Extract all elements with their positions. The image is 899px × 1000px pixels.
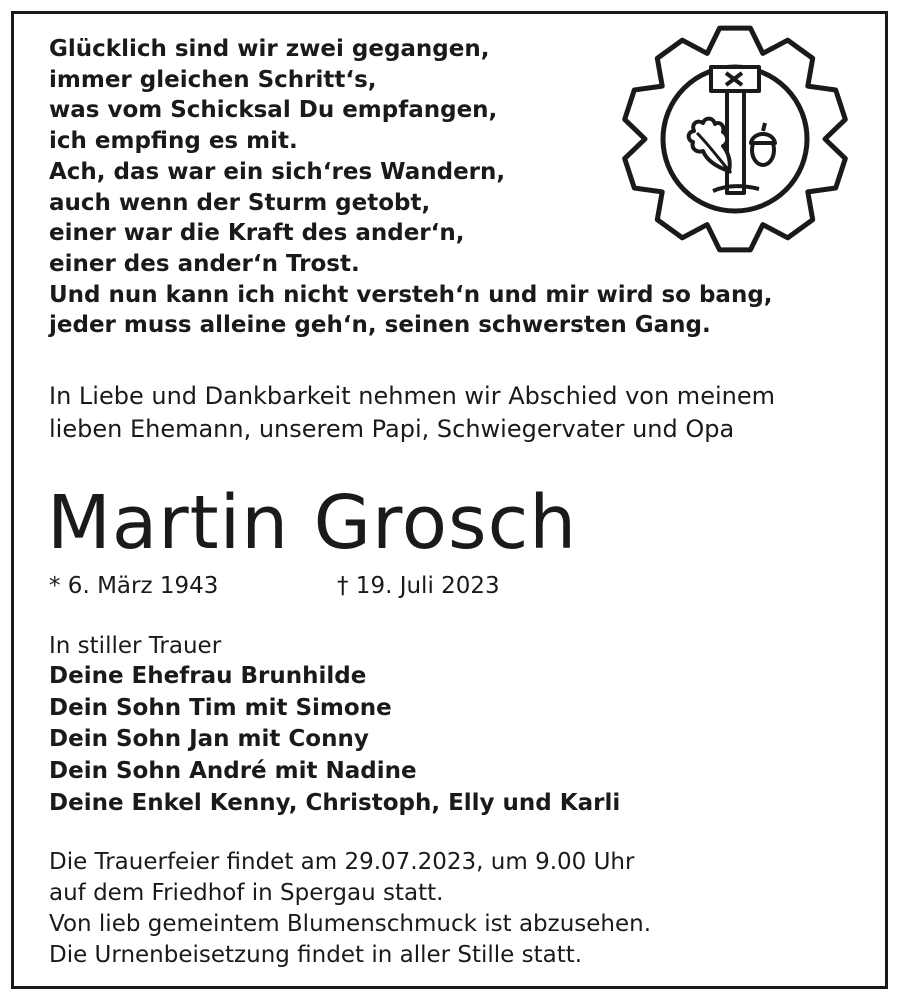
poem-line: Ach, das war ein sich‘res Wandern, <box>49 158 506 185</box>
hammer-handle <box>727 87 744 193</box>
mourner-name: Dein Sohn Tim mit Simone <box>49 694 392 721</box>
deceased-name: Martin Grosch <box>47 480 578 566</box>
farewell-intro <box>49 380 775 446</box>
acorn-cap <box>751 134 775 143</box>
funeral-info <box>49 847 651 971</box>
funeral-info-line: Von lieb gemeintem Blumenschmuck ist abzusehen. <box>49 911 652 937</box>
death-date: † 19. Juli 2023 <box>337 573 500 599</box>
funeral-info-line: Die Urnenbeisetzung findet in aller Stille statt. <box>49 942 583 968</box>
birth-date: * 6. März 1943 <box>49 573 219 599</box>
poem-line: Glücklich sind wir zwei gegangen, <box>49 36 490 62</box>
mourner-name: Deine Enkel Kenny, Christoph, Elly und Karli <box>49 789 621 816</box>
mourners-intro: In stiller Trauer <box>49 633 222 659</box>
poem-line: einer war die Kraft des ander‘n, <box>49 220 465 247</box>
poem-line: einer des ander‘n Trost. <box>49 250 360 277</box>
poem-line: ich empfing es mit. <box>49 128 298 155</box>
poem <box>49 34 773 341</box>
funeral-info-line: Die Trauerfeier findet am 29.07.2023, um 9.00 Uhr <box>49 849 635 875</box>
mourners-list <box>49 661 620 820</box>
poem-line: was vom Schicksal Du empfangen, <box>49 97 498 124</box>
poem-line: jeder muss alleine geh‘n, seinen schwersten Gang. <box>49 312 711 339</box>
poem-line: Und nun kann ich nicht versteh‘n und mir wird so bang, <box>49 281 773 308</box>
mourner-name: Dein Sohn Jan mit Conny <box>49 726 369 753</box>
funeral-info-line: auf dem Friedhof in Spergau statt. <box>49 880 444 906</box>
poem-line: immer gleichen Schritt‘s, <box>49 66 377 93</box>
poem-line: auch wenn der Sturm getobt, <box>49 189 431 216</box>
mourner-name: Deine Ehefrau Brunhilde <box>49 663 367 689</box>
farewell-intro-line: lieben Ehemann, unserem Papi, Schwiegervater und Opa <box>49 415 735 443</box>
farewell-intro-line: In Liebe und Dankbarkeit nehmen wir Abschied von meinem <box>49 382 775 410</box>
mourner-name: Dein Sohn André mit Nadine <box>49 758 417 785</box>
miners-gear-emblem-icon <box>617 21 853 257</box>
